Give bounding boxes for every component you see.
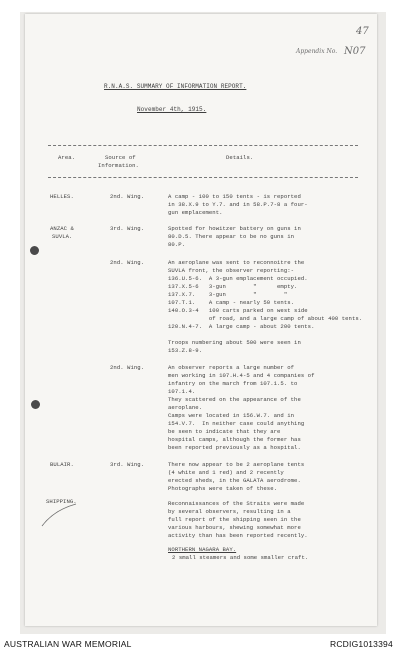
entry-area: SHIPPING.	[46, 498, 77, 505]
detail-line: They scattered on the appearance of the	[168, 396, 301, 403]
detail-line: Reconnaissances of the Straits were made	[168, 500, 305, 507]
detail-line: 107.1.4.	[168, 388, 196, 395]
detail-line: full report of the shipping seen in the	[168, 516, 301, 523]
detail-line: Spotted for howitzer battery on guns in	[168, 225, 301, 232]
detail-line: of road, and a large camp of about 400 tents.	[168, 315, 363, 322]
detail-line: 153.Z.8-9.	[168, 347, 203, 354]
detail-line: Troops numbering about 500 were seen in	[168, 339, 301, 346]
report-title: R.N.A.S. SUMMARY OF INFORMATION REPORT.	[104, 83, 247, 90]
footer-record-id: RCDIG1013394	[330, 639, 393, 649]
detail-line: gun emplacement.	[168, 209, 223, 216]
detail-line: erected sheds, in the GALATA aerodrome.	[168, 477, 301, 484]
header-source-line1: Source of	[105, 154, 136, 161]
header-rule-top	[48, 145, 358, 146]
detail-line: SUVLA front, the observer reporting:-	[168, 267, 295, 274]
detail-line: There now appear to be 2 aeroplane tents	[168, 461, 305, 468]
detail-line: 140.O.3-4 100 carts parked on west side	[168, 307, 308, 314]
detail-line: 120.N.4-7. A large camp - about 200 tents.	[168, 323, 315, 330]
detail-line: activity than has been reported recently.	[168, 532, 308, 539]
entry-source: 3rd. Wing.	[110, 461, 145, 468]
detail-line: in 38.X.9 to Y.7. and in 58.P.7-8 a four-	[168, 201, 308, 208]
detail-line: 154.V.7. In neither case could anything	[168, 420, 305, 427]
entry-source: 2nd. Wing.	[110, 193, 145, 200]
header-rule-bottom	[48, 177, 358, 178]
detail-line: 107.T.1. A camp - nearly 50 tents.	[168, 299, 295, 306]
entry-area: ANZAC &	[50, 225, 74, 232]
detail-line: been reported previously as a hospital.	[168, 444, 301, 451]
detail-line: by several observers, resulting in a	[168, 508, 291, 515]
detail-line: 80.D.5. There appear to be no guns in	[168, 233, 295, 240]
archive-reference: Appendix No.	[296, 48, 338, 55]
header-source-line2: Information.	[98, 162, 139, 169]
entry-area: HELLES.	[50, 193, 74, 200]
page-number: 47	[356, 26, 369, 37]
detail-line: 137.X.5-6 3-gun " empty.	[168, 283, 298, 290]
detail-line: infantry on the march from 107.1.5. to	[168, 380, 298, 387]
detail-line: A camp - 100 to 150 tents - is reported	[168, 193, 301, 200]
section-subheading: NORTHERN NAGARA BAY.	[168, 546, 237, 553]
detail-line: (4 white and 1 red) and 2 recently	[168, 469, 284, 476]
detail-line: men working in 107.H.4-5 and 4 companies of	[168, 372, 315, 379]
entry-source: 2nd. Wing.	[110, 259, 145, 266]
footer-institution: AUSTRALIAN WAR MEMORIAL	[4, 639, 132, 649]
detail-line: aeroplane.	[168, 404, 203, 411]
detail-line: 137.X.7. 3-gun " "	[168, 291, 288, 298]
detail-line: 136.U.5-6. A 3-gun emplacement occupied.	[168, 275, 308, 282]
header-area: Area.	[58, 154, 76, 161]
detail-line: Camps were located in 156.W.7. and in	[168, 412, 295, 419]
entry-source: 3rd. Wing.	[110, 225, 145, 232]
detail-line: 80.P.	[168, 241, 186, 248]
detail-line: hospital camps, although the former has	[168, 436, 301, 443]
pencil-mark	[40, 500, 80, 530]
detail-line: various harbours, shewing somewhat more	[168, 524, 301, 531]
entry-source: 2nd. Wing.	[110, 364, 145, 371]
header-details: Details.	[226, 154, 254, 161]
detail-line: An aeroplane was sent to reconnoitre the	[168, 259, 305, 266]
section-subline: 2 small steamers and some smaller craft.	[172, 554, 309, 561]
detail-line: An observer reports a large number of	[168, 364, 295, 371]
punch-hole-bottom	[31, 400, 40, 409]
detail-line: be seen to indicate that they are	[168, 428, 281, 435]
entry-area-line2: SUVLA.	[52, 233, 73, 240]
report-date: November 4th, 1915.	[137, 106, 207, 113]
detail-line: Photographs were taken of these.	[168, 485, 278, 492]
punch-hole-top	[30, 246, 39, 255]
entry-area: BULAIR.	[50, 461, 74, 468]
archive-number: N07	[344, 46, 366, 57]
